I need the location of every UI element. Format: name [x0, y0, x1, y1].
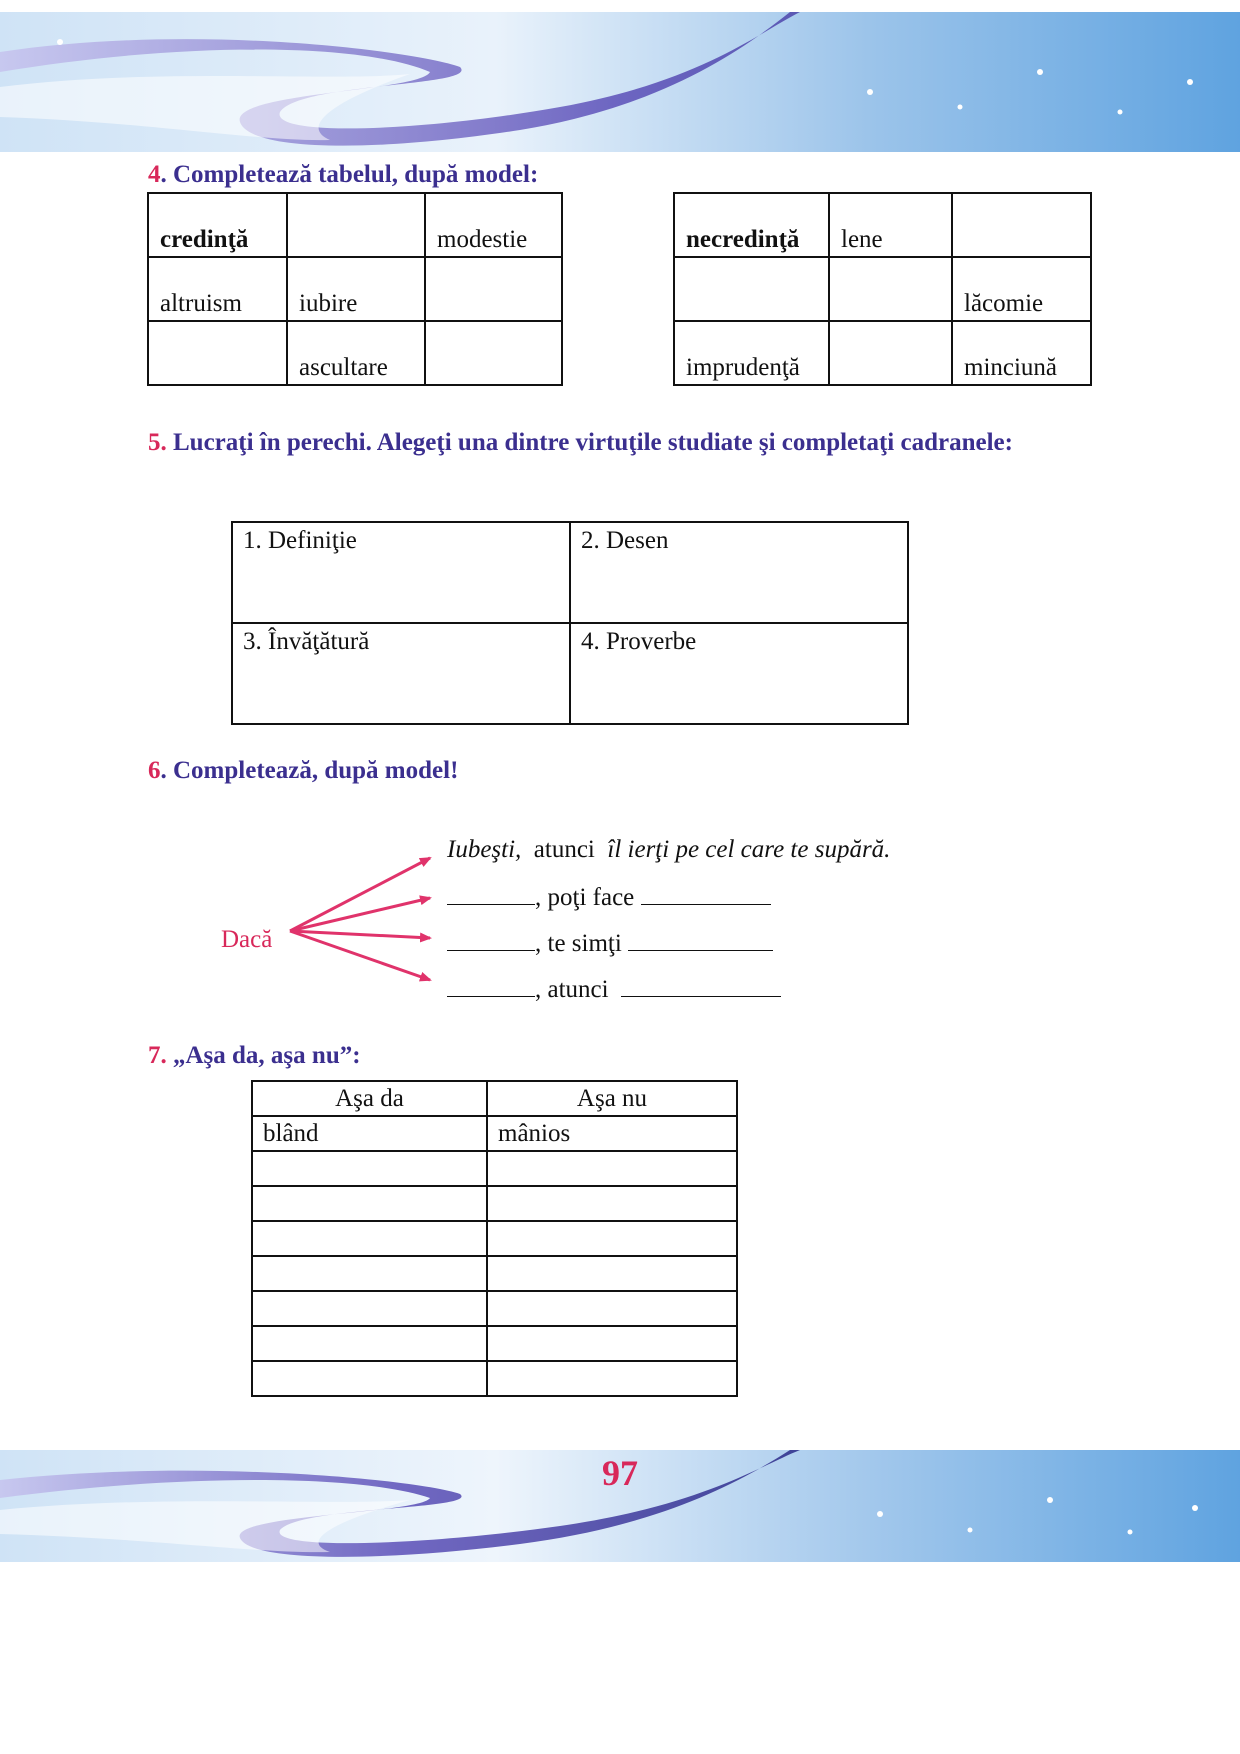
table-cell[interactable] — [487, 1256, 737, 1291]
table-cell[interactable] — [829, 321, 952, 385]
table-cell[interactable] — [252, 1151, 487, 1186]
table-cell[interactable] — [487, 1151, 737, 1186]
table-cell[interactable] — [487, 1326, 737, 1361]
quadrant-desen[interactable]: 2. Desen — [570, 522, 908, 623]
blank-field[interactable] — [641, 882, 771, 905]
exercise-number: 4 — [148, 161, 161, 188]
exercise-4-left-table — [147, 192, 563, 386]
table-cell[interactable] — [252, 1256, 487, 1291]
completion-line-2 — [447, 928, 773, 958]
table-cell: minciună — [952, 321, 1091, 385]
model-connector: atunci — [533, 836, 595, 863]
exercise-5-heading — [148, 426, 1093, 459]
table-cell[interactable] — [674, 257, 829, 321]
table-cell: blând — [252, 1116, 487, 1151]
table-cell: necredinţă — [674, 193, 829, 257]
exercise-number: 6 — [148, 757, 161, 784]
exercise-title: Lucraţi în perechi. Alegeţi una dintre virtuţile studiate şi completaţi cadranele: — [166, 429, 1013, 456]
model-result: îl ierţi pe cel care te supără. — [607, 836, 891, 863]
exercise-7-heading — [148, 1039, 361, 1073]
blank-field[interactable] — [621, 974, 781, 997]
asa-da-asa-nu-table — [251, 1080, 738, 1397]
exercise-title: . Completează tabelul, după model: — [160, 161, 539, 188]
completion-line-3 — [447, 974, 781, 1004]
daca-label: Dacă — [221, 926, 273, 953]
table-cell: iubire — [287, 257, 425, 321]
table-cell: lăcomie — [952, 257, 1091, 321]
table-cell[interactable] — [252, 1361, 487, 1396]
exercise-number: 5. — [148, 429, 167, 456]
table-cell[interactable] — [487, 1186, 737, 1221]
table-cell: imprudenţă — [674, 321, 829, 385]
table-cell: credinţă — [148, 193, 287, 257]
table-row — [252, 1256, 737, 1291]
table-row — [252, 1186, 737, 1221]
table-cell[interactable] — [287, 193, 425, 257]
quadrant-proverbe[interactable]: 4. Proverbe — [570, 623, 908, 724]
quadrant-definitie[interactable]: 1. Definiţie — [232, 522, 570, 623]
exercise-title: . Completează, după model! — [160, 757, 459, 784]
completion-line-1 — [447, 882, 771, 912]
blank-field[interactable] — [628, 928, 773, 951]
table-cell[interactable] — [252, 1291, 487, 1326]
blank-field[interactable] — [447, 928, 535, 951]
table-cell[interactable] — [148, 321, 287, 385]
table-cell[interactable] — [487, 1291, 737, 1326]
quadrant-invatatura[interactable]: 3. Învăţătură — [232, 623, 570, 724]
table-cell[interactable] — [487, 1221, 737, 1256]
table-row — [252, 1221, 737, 1256]
table-cell: ascultare — [287, 321, 425, 385]
table-row — [252, 1326, 737, 1361]
table-cell: mânios — [487, 1116, 737, 1151]
page-number: 97 — [602, 1453, 638, 1493]
table-cell[interactable] — [952, 193, 1091, 257]
exercise-title: „Aşa da, aşa nu”: — [166, 1042, 361, 1069]
table-cell: altruism — [148, 257, 287, 321]
line-text: , poţi face — [535, 884, 635, 911]
blank-field[interactable] — [447, 974, 535, 997]
table-cell[interactable] — [829, 257, 952, 321]
table-cell[interactable] — [487, 1361, 737, 1396]
table-cell[interactable] — [252, 1221, 487, 1256]
column-header: Aşa da — [252, 1081, 487, 1116]
branch-arrows — [285, 848, 445, 988]
model-sentence — [447, 836, 890, 864]
model-verb: Iubeşti, — [447, 836, 522, 863]
blank-field[interactable] — [447, 882, 535, 905]
table-cell[interactable] — [252, 1186, 487, 1221]
exercise-4-heading — [148, 158, 538, 192]
exercise-6-heading — [148, 754, 458, 788]
line-text: , atunci — [535, 976, 609, 1003]
column-header: Aşa nu — [487, 1081, 737, 1116]
exercise-4-right-table — [673, 192, 1092, 386]
table-cell: modestie — [425, 193, 562, 257]
table-row — [252, 1151, 737, 1186]
exercise-number: 7. — [148, 1042, 167, 1069]
top-decorative-banner — [0, 12, 1240, 152]
line-text: , te simţi — [535, 930, 622, 957]
table-row — [252, 1361, 737, 1396]
exercise-5-quadrants — [231, 521, 909, 725]
table-cell[interactable] — [252, 1326, 487, 1361]
table-row — [252, 1291, 737, 1326]
table-cell: lene — [829, 193, 952, 257]
table-cell[interactable] — [425, 257, 562, 321]
table-cell[interactable] — [425, 321, 562, 385]
